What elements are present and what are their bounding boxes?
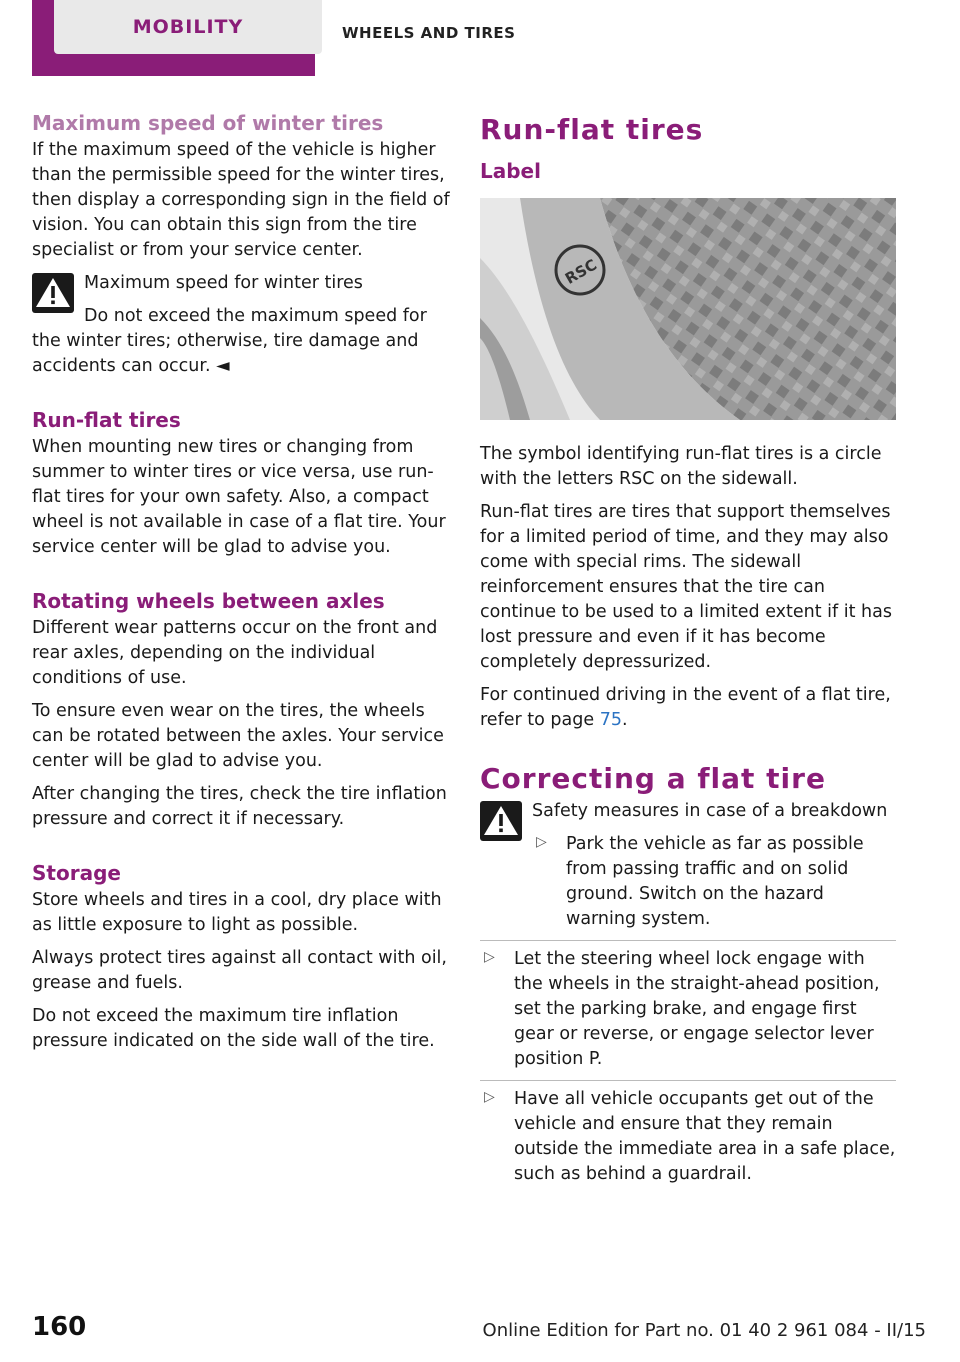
page-number: 160 [32, 1312, 87, 1342]
correcting-title: Correcting a flat tire [480, 762, 826, 795]
safety-title: Safety measures in case of a breakdown [532, 801, 888, 821]
rotating-p3: After changing the tires, check the tire inflation pressure and correct it if necessary. [32, 784, 447, 829]
warning-text-lead: Do not exceed the maximum speed for [84, 306, 427, 326]
storage-p2: Always protect tires against all contact with oil, grease and fuels. [32, 948, 447, 993]
continued-label: For continued driving in the event of a flat tire, refer to page [480, 685, 891, 730]
winter-speed-heading: Maximum speed of winter tires [32, 111, 384, 135]
continued-text [480, 683, 896, 733]
rotating-p2: To ensure even wear on the tires, the wheels can be rotated between the axles. Your service center will be glad to advise you. [32, 701, 444, 771]
section-label: WHEELS AND TIRES [342, 24, 516, 42]
runflat-title: Run-flat tires [480, 113, 704, 146]
bullet-text: Park the vehicle as far as possible from passing traffic and on solid ground. Switch on the hazard warning system. [566, 834, 864, 929]
storage-p1: Store wheels and tires in a cool, dry place with as little exposure to light as possible. [32, 890, 442, 935]
storage-p3: Do not exceed the maximum tire inflation pressure indicated on the side wall of the tire. [32, 1006, 435, 1051]
chapter-tab-label: MOBILITY [132, 16, 244, 38]
bullet-arrow-icon: ▷ [536, 834, 547, 850]
edition-note: Online Edition for Part no. 01 40 2 961 084 - II/15 [482, 1320, 926, 1341]
bullet-item [532, 832, 896, 932]
left-column [32, 108, 450, 1062]
rotating-heading: Rotating wheels between axles [32, 589, 385, 613]
bullet-item [480, 947, 896, 1072]
warning-text [32, 329, 450, 379]
bullet-arrow-icon: ▷ [484, 949, 495, 965]
warning-icon [32, 273, 74, 313]
support-text: Run-flat tires are tires that support themselves for a limited period of time, and they may also come with special rims. The sidewall reinforcement ensures that the tire can continue to be used to a limited extent if it has lost pressure and even if it has become completely depressurized. [480, 502, 892, 672]
divider [480, 1080, 896, 1081]
runflat-text: When mounting new tires or changing from summer to winter tires or vice versa, use run-flat tires for your own safety. Also, a compact wheel is not available in case of a flat tire. Your service center will be glad to advise you. [32, 437, 446, 557]
divider [480, 940, 896, 941]
warning-text-rest: the winter tires; otherwise, tire damage and accidents can occur. [32, 331, 419, 376]
label-heading: Label [480, 159, 541, 183]
winter-speed-text: If the maximum speed of the vehicle is higher than the permissible speed for the winter tires, then display a corresponding sign in the field of vision. You can obtain this sign from the tire specialist or from your service center. [32, 140, 450, 260]
continued-period: . [621, 710, 628, 730]
chapter-tab-inner [54, 0, 322, 54]
bullet-item [480, 1087, 896, 1187]
symbol-text: The symbol identifying run-flat tires is a circle with the letters RSC on the sidewall. [480, 444, 882, 489]
rsc-label: RSC [562, 255, 600, 288]
winter-warning [32, 271, 450, 379]
rotating-p1: Different wear patterns occur on the front and rear axles, depending on the individual conditions of use. [32, 618, 438, 688]
storage-heading: Storage [32, 861, 121, 885]
warning-icon [480, 801, 522, 841]
warning-title: Maximum speed for winter tires [84, 273, 363, 293]
chapter-tab [32, 0, 315, 76]
rsc-tire-image [480, 198, 896, 420]
runflat-heading: Run-flat tires [32, 408, 181, 432]
bullet-text: Let the steering wheel lock engage with the wheels in the straight-ahead position, set the parking brake, and engage first gear or reverse, or engage selector lever position P. [514, 949, 880, 1069]
bullet-text: Have all vehicle occupants get out of the vehicle and ensure that they remain outside the immediate area in a safe place, such as behind a guardrail. [514, 1089, 896, 1184]
bullet-arrow-icon: ▷ [484, 1089, 495, 1105]
right-column [480, 110, 896, 1195]
page-ref-link[interactable]: 75 [599, 710, 622, 730]
end-mark: ◄ [216, 356, 230, 376]
breakdown-warning [480, 799, 896, 932]
